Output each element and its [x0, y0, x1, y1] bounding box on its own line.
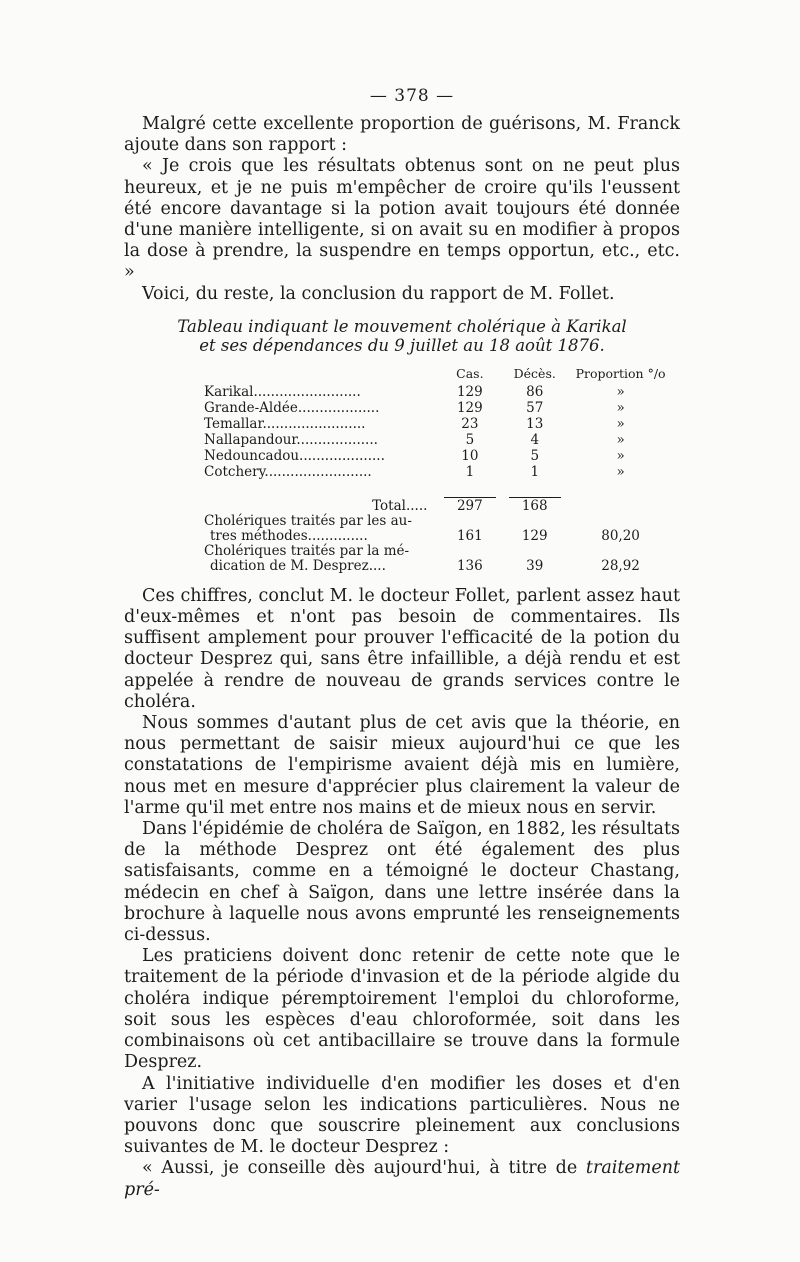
paragraph-last-line [124, 1158, 680, 1200]
total-label: Total..... [372, 497, 428, 514]
row-label: Nedouncadou.................... [204, 447, 385, 464]
table-row [204, 464, 674, 480]
summary-row [204, 544, 674, 574]
summary-deces: 39 [526, 557, 544, 574]
summary-label-line: Cholériques traités par les au- [204, 512, 412, 529]
paragraph: A l'initiative individuelle d'en modifier les doses et d'en varier l'usage selon les indications particulières. Nous ne pouvons donc que souscrire pleinement aux conclusions suivantes de M. le docteur Desprez : [124, 1073, 680, 1158]
summary-proportion: 28,92 [601, 557, 640, 574]
table-caption-line: Tableau indiquant le mouvement cholérique à Karikal [177, 316, 627, 336]
summary-row [204, 514, 674, 544]
last-line-text: « Aussi, je conseille dès aujourd'hui, à titre de [142, 1158, 586, 1179]
total-row [204, 498, 674, 514]
table-row [204, 448, 674, 464]
table-caption [124, 317, 680, 355]
table-row [204, 400, 674, 416]
summary-label-line: tres méthodes.............. [210, 527, 368, 544]
table-row [204, 416, 674, 432]
header-proportion: Proportion °/o [575, 365, 666, 381]
table-rule [204, 480, 674, 498]
text-after-table [124, 586, 680, 1201]
row-proportion: » [616, 431, 625, 448]
paragraph: Nous sommes d'autant plus de cet avis que la théorie, en nous permettant de saisir mieux aujourd'hui ce que les constatations de l'empirisme avaient déjà mis en lumière, nous met en mesure d'apprécier plus clairement la valeur de l'arme qu'il met entre nos mains et de mieux nous en servir. [124, 713, 680, 818]
row-cas: 129 [456, 399, 483, 416]
book-page [124, 86, 680, 1201]
row-proportion: » [616, 383, 625, 400]
paragraph: Ces chiffres, conclut M. le docteur Follet, parlent assez haut d'eux-mêmes et n'ont pas besoin de commentaires. Ils suffisent amplement pour prouver l'efficacité de la potion du docteur Desprez qui, sans être infaillible, a déjà rendu et est appelée à rendre de nouveau de grands services contre le choléra. [124, 585, 680, 712]
paragraph: Dans l'épidémie de choléra de Saïgon, en 1882, les résultats de la méthode Desprez ont été également des plus satisfaisants, comme en a témoigné le docteur Chastang, médecin en chef à Saïgon, dans une lettre insérée dans la brochure à laquelle nous avons emprunté les renseignements ci-dessus. [124, 819, 680, 946]
total-cas: 297 [456, 497, 483, 514]
table-caption-line: et ses dépendances du 9 juillet au 18 août 1876. [199, 335, 605, 355]
row-proportion: » [616, 415, 625, 432]
row-label: Cotchery......................... [204, 463, 372, 480]
row-deces: 57 [526, 399, 544, 416]
table-row [204, 432, 674, 448]
summary-cas: 136 [456, 557, 483, 574]
header-deces: Décès. [513, 365, 556, 381]
row-cas: 5 [465, 431, 475, 448]
row-label: Nallapandour................... [204, 431, 378, 448]
row-deces: 4 [530, 431, 540, 448]
row-proportion: » [616, 447, 625, 464]
page-number: — 378 — [369, 86, 455, 106]
text-before-table [124, 114, 680, 305]
table-header-row [204, 365, 674, 384]
cholera-table [204, 365, 674, 574]
total-deces: 168 [521, 497, 548, 514]
row-cas: 23 [461, 415, 479, 432]
paragraph: « Je crois que les résultats obtenus sont on ne peut plus heureux, et je ne puis m'empêcher de croire qu'ils l'eussent été encore davantage si la potion avait toujours été donnée d'une manière intelligente, si on avait su en modifier à propos la dose à prendre, la suspendre en temps opportun, etc., etc. » [124, 156, 680, 283]
paragraph: Malgré cette excellente proportion de guérisons, M. Franck ajoute dans son rapport : [124, 114, 680, 156]
summary-label-line: dication de M. Desprez.... [210, 557, 386, 574]
row-proportion: » [616, 399, 625, 416]
row-label: Karikal......................... [204, 383, 361, 400]
last-line-italic: traitement pré- [124, 1158, 680, 1200]
paragraph: Voici, du reste, la conclusion du rapport de M. Follet. [142, 283, 615, 304]
summary-label-line: Cholériques traités par la mé- [204, 542, 410, 559]
paragraph: Les praticiens doivent donc retenir de cette note que le traitement de la période d'invasion et de la période algide du choléra indique péremptoirement l'emploi du chloroforme, soit sous les espèces d'eau chloroformée, soit dans les combinaisons où cet antibacillaire se trouve dans la formule Desprez. [124, 946, 680, 1073]
summary-proportion: 80,20 [601, 527, 640, 544]
summary-deces: 129 [521, 527, 548, 544]
row-proportion: » [616, 463, 625, 480]
row-deces: 1 [530, 463, 540, 480]
row-cas: 10 [461, 447, 479, 464]
row-deces: 5 [530, 447, 540, 464]
row-cas: 129 [456, 383, 483, 400]
row-label: Temallar........................ [204, 415, 366, 432]
header-cas: Cas. [456, 365, 484, 381]
row-deces: 86 [526, 383, 544, 400]
summary-cas: 161 [456, 527, 483, 544]
row-deces: 13 [526, 415, 544, 432]
table-row [204, 384, 674, 400]
row-label: Grande-Aldée................... [204, 399, 380, 416]
row-cas: 1 [465, 463, 475, 480]
